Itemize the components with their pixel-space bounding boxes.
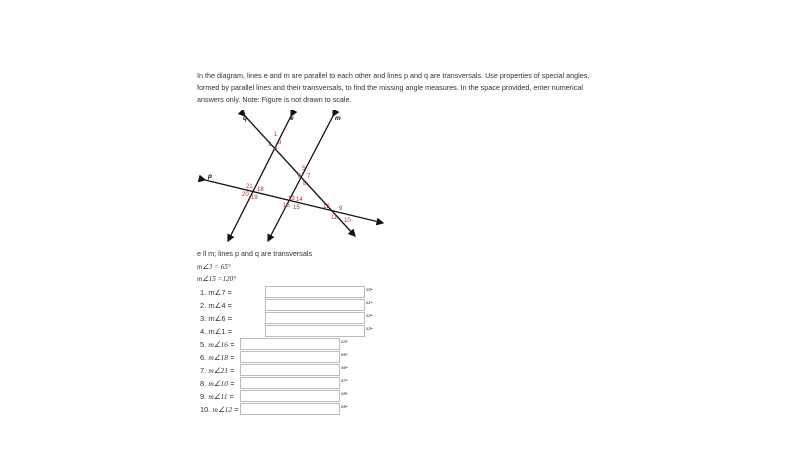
answer-tag: a0•: [366, 287, 373, 292]
answer-input[interactable]: [265, 299, 365, 311]
angle-label-11: 11: [331, 215, 338, 221]
label-p: p: [208, 173, 212, 180]
question-number: 1.: [200, 288, 207, 297]
angle-label-2: 2: [268, 142, 272, 148]
angle-label-14: 14: [296, 197, 303, 203]
question-label: 1. m∠7 =: [200, 288, 232, 297]
question-number: 10.: [200, 405, 211, 414]
angle-label-12: 12: [323, 204, 330, 210]
question-angle: m∠18: [208, 353, 228, 362]
answer-input[interactable]: [240, 377, 340, 389]
angle-label-8: 8: [303, 181, 307, 187]
line-e: [228, 116, 291, 241]
angle-label-6: 6: [298, 174, 302, 180]
question-angle: m∠10: [208, 379, 228, 388]
angle-label-20: 20: [242, 192, 249, 198]
question-label: 2. m∠4 =: [200, 301, 232, 310]
question-angle: m∠7: [208, 288, 226, 297]
answer-tag: a6•: [341, 365, 348, 370]
angle-label-10: 10: [344, 218, 351, 224]
label-m: m: [335, 115, 341, 122]
answer-tag: a8•: [341, 391, 348, 396]
instructions-text: In the diagram, lines e and m are parallel to each other and lines p and q are transversals. Use properties of special angles, formed by parallel lines and their transversals, to find the missing angle measures. In the space provided, enter numerical answers only. Note: Figure is not drawn to scale.: [197, 71, 590, 104]
angle-label-15: 15: [293, 205, 300, 211]
question-label: 6. m∠18 =: [200, 353, 235, 362]
question-label: 3. m∠6 =: [200, 314, 232, 323]
angle-label-1: 1: [274, 132, 278, 138]
parallel-lines-diagram: [195, 110, 390, 245]
answer-input[interactable]: [240, 390, 340, 402]
angle-label-19: 19: [251, 195, 258, 201]
question-number: 7.: [200, 366, 207, 375]
question-number: 5.: [200, 340, 207, 349]
label-q: q: [243, 115, 247, 122]
angle-label-13: 13: [288, 196, 295, 202]
question-number: 4.: [200, 327, 207, 336]
question-number: 8.: [200, 379, 207, 388]
question-angle: m∠6: [208, 314, 226, 323]
angle-label-16: 16: [283, 203, 290, 209]
angle-label-5: 5: [302, 166, 306, 172]
question-number: 3.: [200, 314, 207, 323]
angle-label-9: 9: [339, 206, 343, 212]
question-number: 2.: [200, 301, 207, 310]
question-label: 8. m∠10 =: [200, 379, 235, 388]
answer-tag: a7•: [341, 378, 348, 383]
angle-label-4: 4: [274, 146, 278, 152]
answer-tag: a4•: [341, 339, 348, 344]
answer-input[interactable]: [265, 325, 365, 337]
angle-label-3: 3: [278, 140, 282, 146]
question-label: 7. m∠21 =: [200, 366, 235, 375]
question-label: 5. m∠16 =: [200, 340, 235, 349]
angle-label-18: 18: [257, 187, 264, 193]
question-angle: m∠4: [208, 301, 226, 310]
answer-tag: a2•: [366, 313, 373, 318]
answer-tag: a9•: [341, 404, 348, 409]
angle-label-21: 21: [246, 184, 253, 190]
answer-input[interactable]: [240, 351, 340, 363]
given-statement: e ll m; lines p and q are transversals: [197, 249, 313, 258]
given-angle-15: m∠15 =120°: [197, 275, 237, 283]
question-label: 4. m∠1 =: [200, 327, 232, 336]
question-number: 9.: [200, 392, 207, 401]
question-angle: m∠11: [208, 392, 228, 401]
answer-tag: a3•: [366, 326, 373, 331]
question-number: 6.: [200, 353, 207, 362]
answer-input[interactable]: [240, 338, 340, 350]
answer-tag: a1•: [366, 300, 373, 305]
answer-input[interactable]: [265, 286, 365, 298]
question-label: 9. m∠11 =: [200, 392, 234, 401]
question-angle: m∠1: [208, 327, 226, 336]
given-angle-3: m∠3 = 65°: [197, 263, 231, 271]
question-label: 10. m∠12 =: [200, 405, 239, 414]
angle-label-7: 7: [307, 174, 311, 180]
question-angle: m∠21: [208, 366, 228, 375]
answer-input[interactable]: [240, 403, 340, 415]
answer-input[interactable]: [265, 312, 365, 324]
question-angle: m∠12: [212, 405, 233, 414]
question-angle: m∠16: [208, 340, 228, 349]
answer-tag: a5•: [341, 352, 348, 357]
label-e: e: [290, 115, 294, 122]
answer-input[interactable]: [240, 364, 340, 376]
